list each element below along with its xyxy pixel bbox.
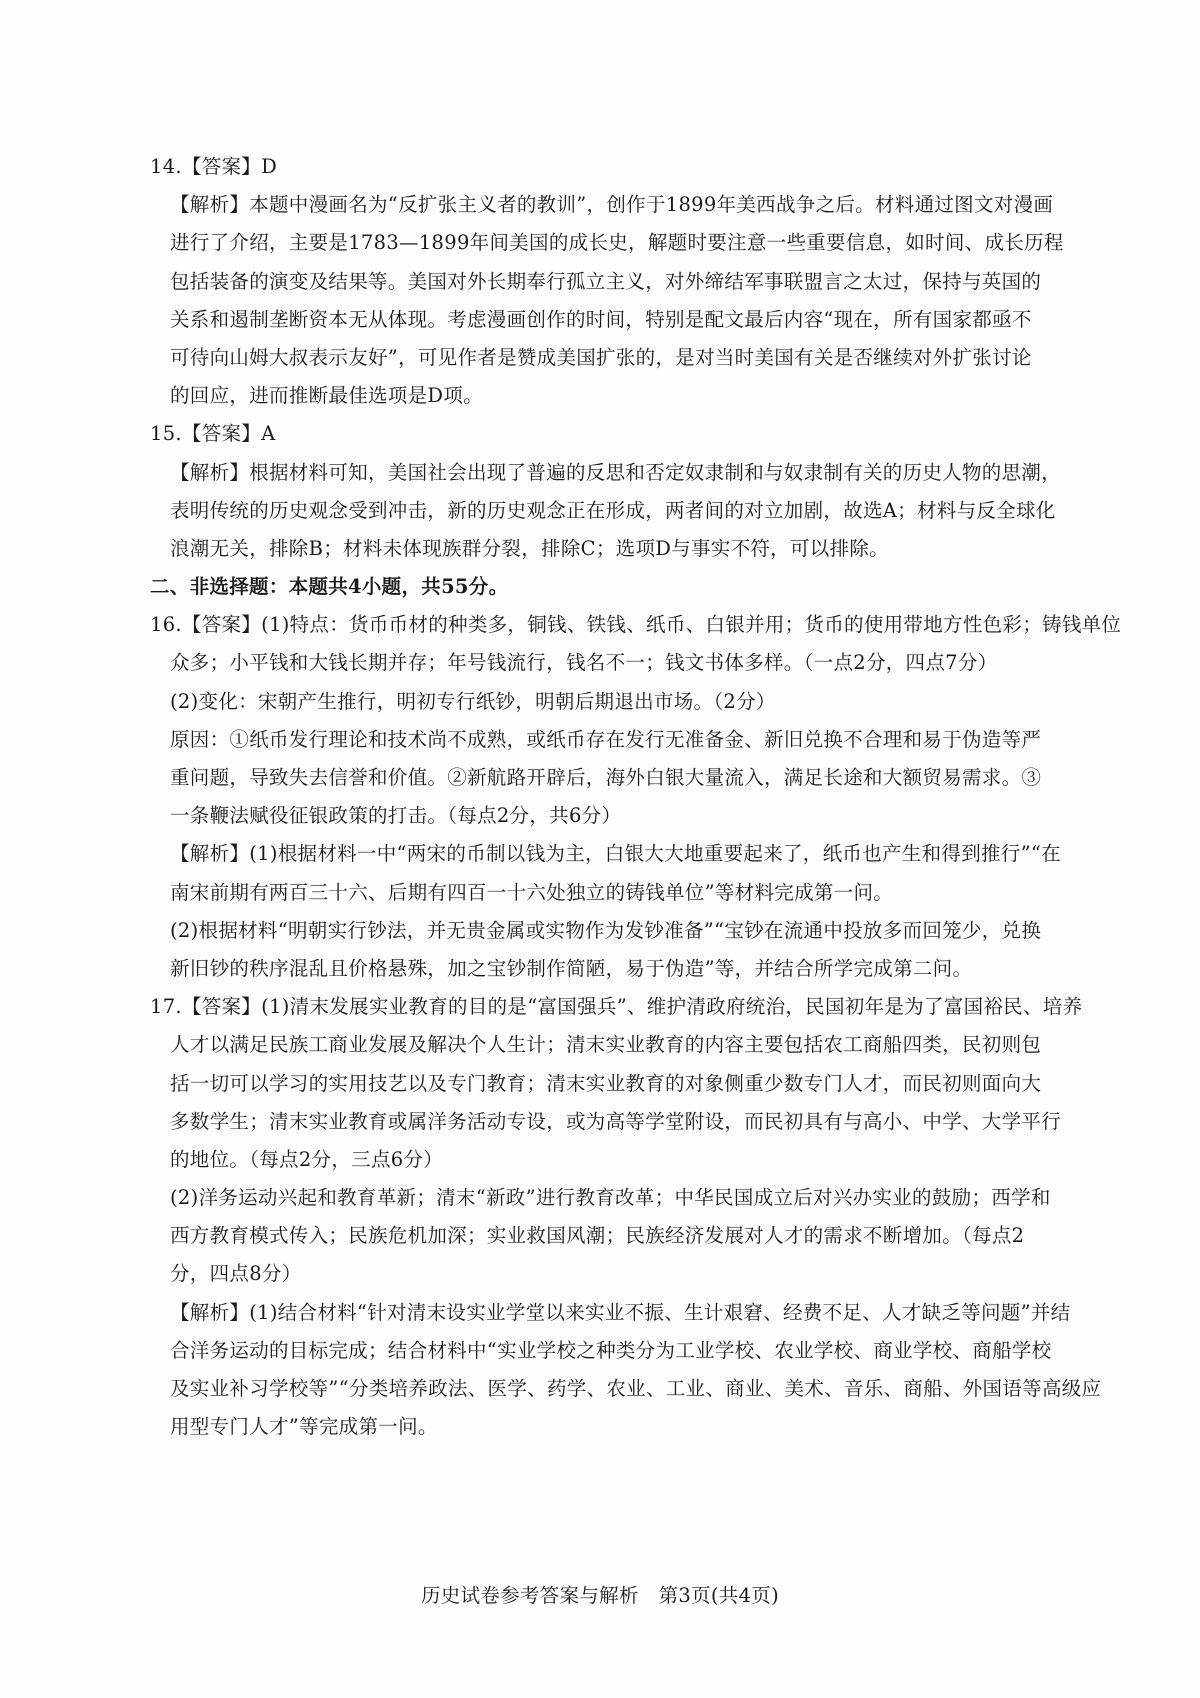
answer-content: [150, 148, 1122, 1446]
text-line: 人才以满足民族工商业发展及解决个人生计；清末实业教育的内容主要包括农工商船四类，民初则包: [170, 1033, 1042, 1057]
text-line: 可待向山姆大叔表示友好”，可见作者是赞成美国扩张的，是对当时美国有关是否继续对外扩张讨论: [170, 345, 1032, 369]
text-line: 表明传统的历史观念受到冲击，新的历史观念正在形成，两者间的对立加剧，故选A；材料与反全球化: [170, 498, 1056, 522]
text-line: 西方教育模式传入；民族危机加深；实业救国风潮；民族经济发展对人才的需求不断增加。（每点2: [170, 1224, 1025, 1248]
text-line: 多数学生；清末实业教育或属洋务活动专设，或为高等学堂附设，而民初具有与高小、中学、大学平行: [170, 1109, 1062, 1133]
text-line: 及实业补习学校等”“分类培养政法、医学、药学、农业、工业、商业、美术、音乐、商船、外国语等高级应: [170, 1377, 1102, 1400]
text-line: 14.【答案】D: [150, 155, 278, 178]
text-line: 【解析】(1)结合材料“针对清末设实业学堂以来实业不振、生计艰窘、经费不足、人才缺乏等问题”并结: [170, 1300, 1071, 1324]
text-line: 括一切可以学习的实用技艺以及专门教育；清末实业教育的对象侧重少数专门人才，而民初则面向大: [170, 1071, 1042, 1095]
text-line: 南宋前期有两百三十六、后期有四百一十六处独立的铸钱单位”等材料完成第一问。: [170, 880, 894, 904]
text-line: 16.【答案】(1)特点：货币币材的种类多，铜钱、铁钱、纸币、白银并用；货币的使用带地方性色彩；铸钱单位: [150, 613, 1122, 637]
text-line: 15.【答案】A: [150, 422, 276, 446]
text-line: 进行了介绍，主要是1783—1899年间美国的成长史，解题时要注意一些重要信息，如时间、成长历程: [170, 231, 1064, 255]
text-line: 【解析】本题中漫画名为“反扩张主义者的教训”，创作于1899年美西战争之后。材料通过图文对漫画: [170, 193, 1054, 217]
text-line: 的地位。（每点2分，三点6分）: [170, 1147, 444, 1171]
text-line: 17.【答案】(1)清末发展实业教育的目的是“富国强兵”、维护清政府统治，民国初年是为了富国裕民、培养: [150, 995, 1083, 1019]
text-line: 一条鞭法赋役征银政策的打击。（每点2分，共6分）: [170, 804, 622, 828]
text-line: 【解析】根据材料可知，美国社会出现了普遍的反思和否定奴隶制和与奴隶制有关的历史人物的思潮，: [170, 460, 1062, 484]
text-line: 重问题，导致失去信誉和价值。②新航路开辟后，海外白银大量流入，满足长途和大额贸易需求。③: [170, 766, 1042, 789]
text-line: 的回应，进而推断最佳选项是D项。: [170, 384, 483, 408]
text-line: (2)根据材料“明朝实行钞法，并无贵金属或实物作为发钞准备”“宝钞在流通中投放多而回笼少，兑换: [170, 918, 1042, 942]
text-line: 合洋务运动的目标完成；结合材料中“实业学校之种类分为工业学校、农业学校、商业学校、商船学校: [170, 1338, 1052, 1362]
text-line: 关系和遏制垄断资本无从体现。考虑漫画创作的时间，特别是配文最后内容“现在，所有国家都亟不: [170, 307, 1032, 331]
page-footer: 历史试卷参考答案与解析 第3页(共4页): [420, 1584, 780, 1607]
text-line: 分，四点8分）: [170, 1262, 302, 1286]
text-line: (2)变化：宋朝产生推行，明初专行纸钞，明朝后期退出市场。（2分）: [170, 689, 776, 713]
text-line: 原因：①纸币发行理论和技术尚不成熟，或纸币存在发行无准备金、新旧兑换不合理和易于伪造等严: [170, 727, 1042, 751]
text-line: 二、非选择题：本题共4小题，共55分。: [150, 575, 509, 599]
text-line: 浪潮无关，排除B；材料未体现族群分裂，排除C；选项D与事实不符，可以排除。: [170, 536, 889, 560]
text-line: 新旧钞的秩序混乱且价格悬殊，加之宝钞制作简陋，易于伪造”等，并结合所学完成第二问。: [170, 956, 973, 980]
text-line: 包括装备的演变及结果等。美国对外长期奉行孤立主义，对外缔结军事联盟言之太过，保持与英国的: [170, 269, 1042, 293]
text-line: 用型专门人才”等完成第一问。: [170, 1415, 438, 1439]
text-line: 【解析】(1)根据材料一中“两宋的币制以钱为主，白银大大地重要起来了，纸币也产生和得到推行”“在: [170, 842, 1061, 866]
text-line: (2)洋务运动兴起和教育革新；清末“新政”进行教育改革；中华民国成立后对兴办实业的鼓励；西学和: [170, 1186, 1051, 1210]
text-line: 众多；小平钱和大钱长期并存；年号钱流行，钱名不一；钱文书体多样。（一点2分，四点7分）: [170, 651, 998, 675]
